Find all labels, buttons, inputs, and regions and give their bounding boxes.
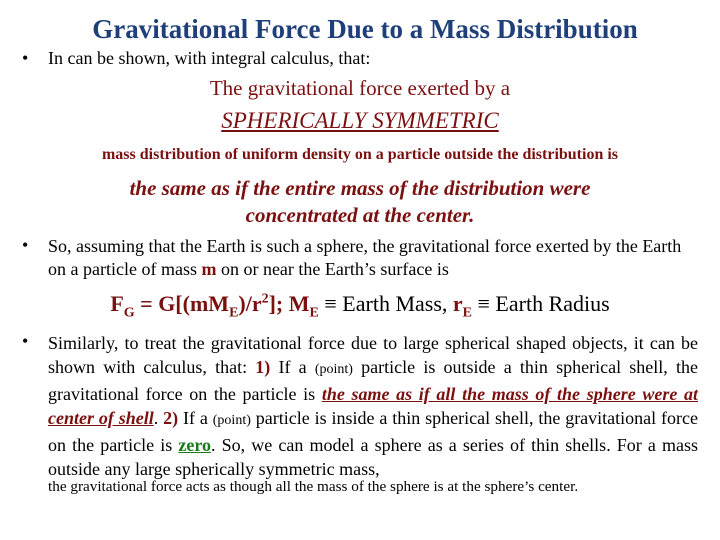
para3-text: particle is outside a thin spherical shell, the gravitational force on the particle is	[48, 357, 698, 404]
gravity-equation	[0, 291, 720, 321]
paragraph-shells	[48, 331, 698, 481]
para3-text: particle is inside a thin spherical shell, the gravitational force on the particle is	[48, 408, 699, 455]
para3-text: .	[153, 408, 164, 428]
eq-left: = G[(m	[134, 291, 209, 316]
eq-m-sub: E	[229, 305, 239, 321]
statement-line-3: mass distribution of uniform density on a particle outside the distribution is	[101, 146, 619, 163]
eq-f: F	[110, 291, 124, 316]
eq-re: r	[452, 291, 463, 316]
bullet-marker: •	[22, 235, 29, 255]
mass-symbol: m	[201, 259, 217, 279]
bullet-marker: •	[22, 48, 29, 68]
zero-word: zero	[178, 435, 212, 455]
statement-line-1: The gravitational force exerted by a	[209, 76, 511, 100]
para2-text-before: So, assuming that the Earth is such a sphere, the gravitational force exerted by the Earth on a particle of mass	[48, 236, 682, 279]
eq-r-sup: 2	[261, 291, 269, 307]
eq-re-sub: E	[462, 305, 472, 321]
statement-line-2: SPHERICALLY SYMMETRIC	[221, 108, 499, 133]
bullet-marker: •	[22, 331, 29, 351]
para3-text: If a	[178, 408, 213, 428]
para3-text: . So, we can model a sphere as a series of thin shells. For a mass outside any large spherically symmetric mass,	[48, 435, 698, 479]
eq-equiv-1: ≡	[318, 291, 343, 316]
earth-radius-label: Earth Radius	[495, 291, 610, 316]
eq-me-sub: E	[309, 305, 319, 321]
eq-me: M	[288, 291, 310, 316]
point-note-2: (point)	[212, 413, 251, 428]
statement-line-4	[0, 175, 720, 229]
page-title: Gravitational Force Due to a Mass Distribution	[92, 14, 638, 44]
eq-f-sub: G	[123, 305, 135, 321]
paragraph-earth	[48, 235, 703, 281]
para3-text: Similarly, to treat the gravitational force due to large spherical shaped objects, it can be shown with calculus, that:	[48, 333, 698, 377]
item-number-2: 2)	[163, 408, 179, 428]
intro-text: In can be shown, with integral calculus, that:	[48, 48, 371, 68]
item-number-1: 1)	[255, 357, 271, 377]
statement-line-4-text: the same as if the entire mass of the distribution were concentrated at the center.	[129, 176, 591, 227]
para2-text-after: on or near the Earth’s surface is	[216, 259, 449, 279]
point-note-1: (point)	[314, 362, 353, 377]
same-as-center-phrase: the same as if all the mass of the sphere were at center of shell	[48, 384, 698, 428]
eq-close: ];	[268, 291, 284, 316]
eq-r: )/r	[238, 291, 262, 316]
earth-mass-label: Earth Mass,	[342, 291, 448, 316]
para3-text: If a	[270, 357, 315, 377]
eq-m: M	[208, 291, 230, 316]
eq-equiv-2: ≡	[472, 291, 496, 316]
paragraph-shells-last-line: the gravitational force acts as though all the mass of the sphere is at the sphere’s center.	[48, 478, 579, 495]
